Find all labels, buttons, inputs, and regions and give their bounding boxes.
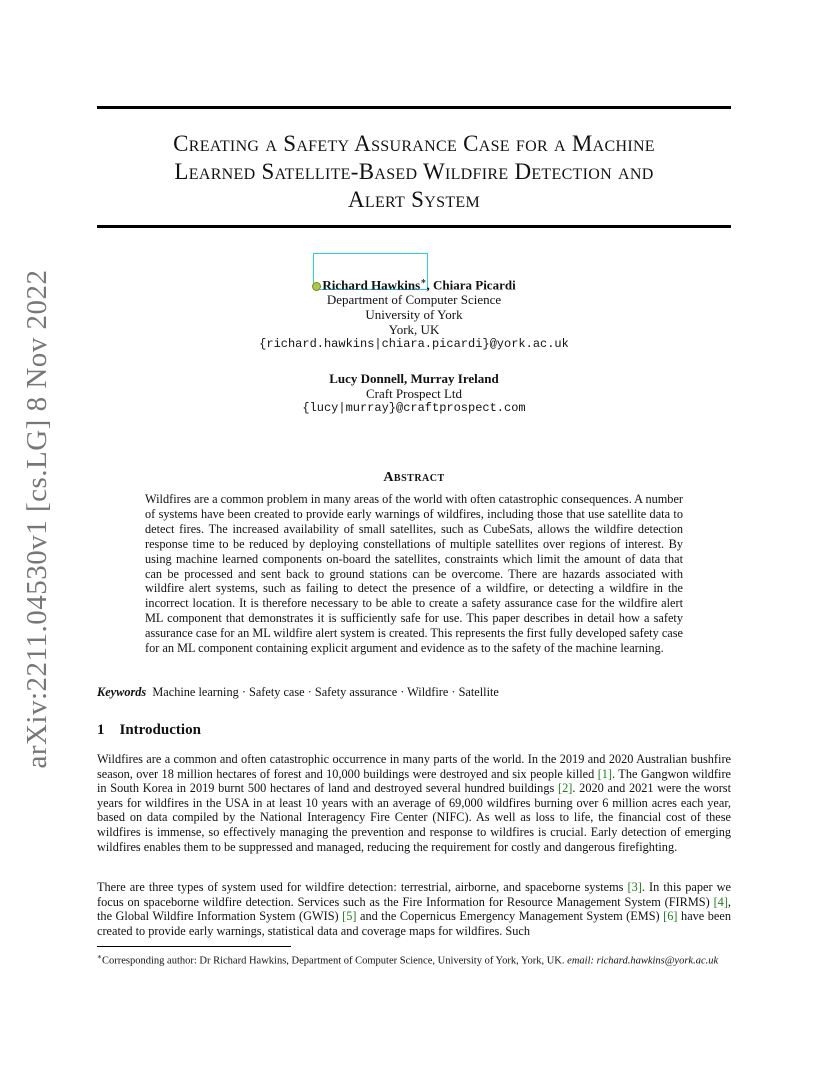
author-email-craft: {lucy|murray}@craftprospect.com: [302, 401, 526, 415]
citation-3[interactable]: [3]: [627, 880, 642, 894]
citation-6[interactable]: [6]: [663, 909, 678, 924]
affiliation-department: Department of Computer Science: [326, 292, 502, 308]
affiliation-city: York, UK: [388, 322, 440, 338]
author-block-craft: [97, 371, 731, 416]
para2-text-4: and the Copernicus Emergency Management System (EMS): [356, 909, 664, 924]
affiliation-university: University of York: [365, 307, 463, 323]
footnote-rule: [97, 946, 291, 947]
orcid-icon[interactable]: [312, 282, 321, 291]
para2-text-3: , the Global Wildfire Information System (GWIS): [97, 894, 731, 924]
section-heading-introduction: [97, 722, 201, 739]
intro-paragraph-1: [97, 752, 731, 854]
footnote-text: Corresponding author: Dr Richard Hawkins, Department of Computer Science, University of York, York, UK.: [102, 955, 568, 967]
footnote-email: richard.hawkins@york.ac.uk: [596, 955, 719, 967]
abstract-text: Wildfires are a common problem in many areas of the world with often catastrophic consequences. A number of systems have been created to provide early warnings of wildfires, including those that use satellite data to detect fires. The increased availability of small satellites, such as CubeSats, allows the wildfire detection response time to be reduced by deploying constellations of multiple satellites over regions of interest. By using machine learned components on-board the satellites, constraints which limit the amount of data that can be processed and sent back to ground stations can be overcome. There are hazards associated with wildfire alert systems, such as failing to detect the presence of a wildfire, or detecting a wildfire in the incorrect location. It is therefore necessary to be able to create a safety assurance case for the wildfire alert ML component that demonstrates it is sufficiently safe for use. This paper describes in detail how a safety assurance case for an ML wildfire alert system is created. This represents the first fully developed safety case for an ML component containing explicit argument and evidence as to the safety of the machine learning.: [145, 492, 684, 656]
para1-text-3: . 2020 and 2021 were the worst years for wildfires in the USA in at least 10 years with an average of 69,000 wildfires burning over 6 million acres each year, based on data compiled by the National Interagency Fire Center (NIFC). As well as loss to life, the financial cost of these wildfires is immense, so effectively managing the prevention and response to wildfires is crucial. Early detection of emerging wildfires enables them to be suppressed and managed, reducing the requirement for costly and dangerous firefighting.: [97, 781, 732, 854]
corresponding-mark: ∗: [420, 276, 427, 286]
intro-paragraph-2: [97, 880, 731, 938]
citation-4[interactable]: [4]: [713, 894, 728, 909]
para1-text-2: . The Gangwon wildfire in South Korea in 2019 burnt 500 hectares of land and destroyed several hundred buildings: [97, 766, 731, 796]
para2-text-5: have been created to provide early warnings, statistical data and coverage maps for wildfires. Such: [97, 909, 731, 938]
affiliation-craft: Craft Prospect Ltd: [365, 386, 463, 401]
author-block-york: [97, 274, 731, 352]
footnote-mark: ∗: [97, 952, 102, 961]
para2-text-2: . In this paper we focus on spaceborne wildfire detection. Services such as the Fire Information for Resource Management System (FIRMS): [97, 880, 731, 909]
keywords-label: Keywords: [97, 685, 147, 699]
author-names-craft: Lucy Donnell, Murray Ireland: [329, 371, 499, 386]
title-line-2: Learned Satellite-Based Wildfire Detection and: [174, 159, 654, 184]
section-title: Introduction: [119, 722, 201, 738]
arxiv-identifier: arXiv:2211.04530v1 [cs.LG] 8 Nov 2022: [21, 269, 53, 769]
citation-1[interactable]: [1]: [597, 766, 613, 781]
title-line-3: Alert System: [347, 187, 480, 212]
section-number: 1: [97, 722, 105, 738]
title-line-1: Creating a Safety Assurance Case for a Machine: [173, 131, 655, 156]
para1-text-1: Wildfires are a common and often catastrophic occurrence in many parts of the world. In the 2019 and 2020 Australian bushfire season, over 18 million hectares of forest and 10,000 buildings were destroyed and six people killed: [97, 752, 731, 781]
author-names-york: [97, 274, 731, 292]
para2-text-1: There are three types of system used for wildfire detection: terrestrial, airborne, and spaceborne systems: [97, 880, 628, 894]
footnote-email-label: email:: [567, 955, 594, 967]
footnote: [97, 950, 731, 968]
abstract-heading: Abstract: [383, 470, 445, 485]
keywords: [97, 685, 499, 700]
top-rule: [97, 106, 731, 109]
author-richard-hawkins[interactable]: Richard Hawkins: [322, 277, 421, 293]
citation-5[interactable]: [5]: [342, 909, 357, 924]
keywords-text: Machine learning · Safety case · Safety assurance · Wildfire · Satellite: [152, 685, 499, 699]
paper-title: [97, 130, 731, 214]
citation-2[interactable]: [2]: [558, 781, 573, 796]
bottom-title-rule: [97, 225, 731, 228]
author-chiara-picardi: , Chiara Picardi: [426, 277, 516, 293]
author-email-york: {richard.hawkins|chiara.picardi}@york.ac.uk: [259, 337, 569, 352]
